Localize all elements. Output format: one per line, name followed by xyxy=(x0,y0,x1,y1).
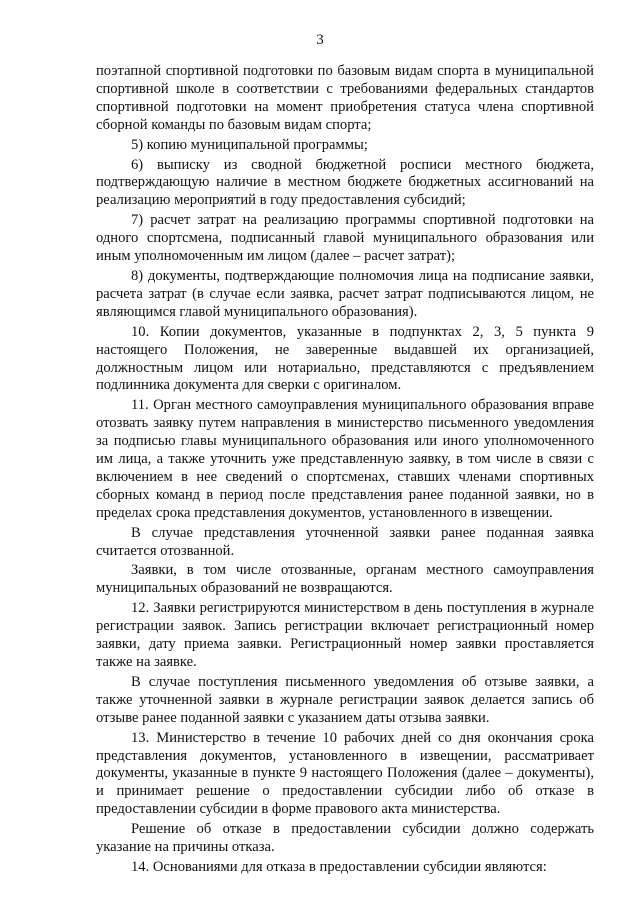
paragraph-clause-13-refusal: Решение об отказе в предоставлении субсидии должно содержать указание на причины отказа. xyxy=(96,821,594,856)
paragraph-item-6: 6) выписку из сводной бюджетной росписи местного бюджета, подтверждающую наличие в местном бюджете бюджетных ассигнований на реализацию мероприятий в году предоставления субсидий; xyxy=(96,156,594,209)
paragraph-clause-12-withdrawal: В случае поступления письменного уведомления об отзыве заявки, а также уточненной заявки в журнале регистрации заявок делается запись об отзыве ранее поданной заявки с указанием даты отзыва заявки. xyxy=(96,673,594,726)
paragraph-clause-11-not-returned: Заявки, в том числе отозванные, органам местного самоуправления муниципальных образований не возвращаются. xyxy=(96,562,594,597)
paragraph-clause-11-refined: В случае представления уточненной заявки ранее поданная заявка считается отозванной. xyxy=(96,524,594,559)
paragraph-clause-13: 13. Министерство в течение 10 рабочих дней со дня окончания срока представления документов, установленного в извещении, рассматривает документы, указанные в пункте 9 настоящего Положения (далее – документы), и принимает решение о предоставлении субсидии либо об отказе в предоставлении субсидии в форме правового акта министерства. xyxy=(96,729,594,818)
document-body xyxy=(96,63,594,879)
page-number: 3 xyxy=(316,32,324,48)
paragraph-clause-12: 12. Заявки регистрируются министерством в день поступления в журнале регистрации заявок. Запись регистрации включает регистрационный номер заявки, дату приема заявки. Регистрационный номер заявки проставляется также на заявке. xyxy=(96,600,594,670)
paragraph-item-5: 5) копию муниципальной программы; xyxy=(131,136,368,153)
paragraph-clause-11: 11. Орган местного самоуправления муниципального образования вправе отозвать заявку путем направления в министерство письменного уведомления за подписью главы муниципального образования или иного уполномоченного им лица, а также уточнить уже представленную заявку, в том числе в связи с включением в нее сведений о спортсменах, ставших членами спортивных сборных команд в период после представления ранее поданной заявки, но в пределах срока представления документов, установленного в извещении. xyxy=(96,397,594,521)
paragraph-clause-10: 10. Копии документов, указанные в подпунктах 2, 3, 5 пункта 9 настоящего Положения, не заверенные выдавшей их организацией, должностным лицом или нотариально, представляются с предъявлением подлинника документа для сверки с оригиналом. xyxy=(96,323,594,394)
paragraph-item-7: 7) расчет затрат на реализацию программы спортивной подготовки на одного спортсмена, подписанный главой муниципального образования или иным уполномоченным им лицом (далее – расчет затрат); xyxy=(96,212,594,265)
paragraph-clause-14: 14. Основаниями для отказа в предоставлении субсидии являются: xyxy=(131,858,547,875)
paragraph-continuation: поэтапной спортивной подготовки по базовым видам спорта в муниципальной спортивной школе в соответствии с требованиями федеральных стандартов спортивной подготовки на момент приобретения статуса члена спортивной сборной команды по базовым видам спорта; xyxy=(96,63,594,133)
paragraph-item-8: 8) документы, подтверждающие полномочия лица на подписание заявки, расчета затрат (в случае если заявка, расчет затрат подписываются лицом, не являющимся главой муниципального образования). xyxy=(96,267,594,320)
